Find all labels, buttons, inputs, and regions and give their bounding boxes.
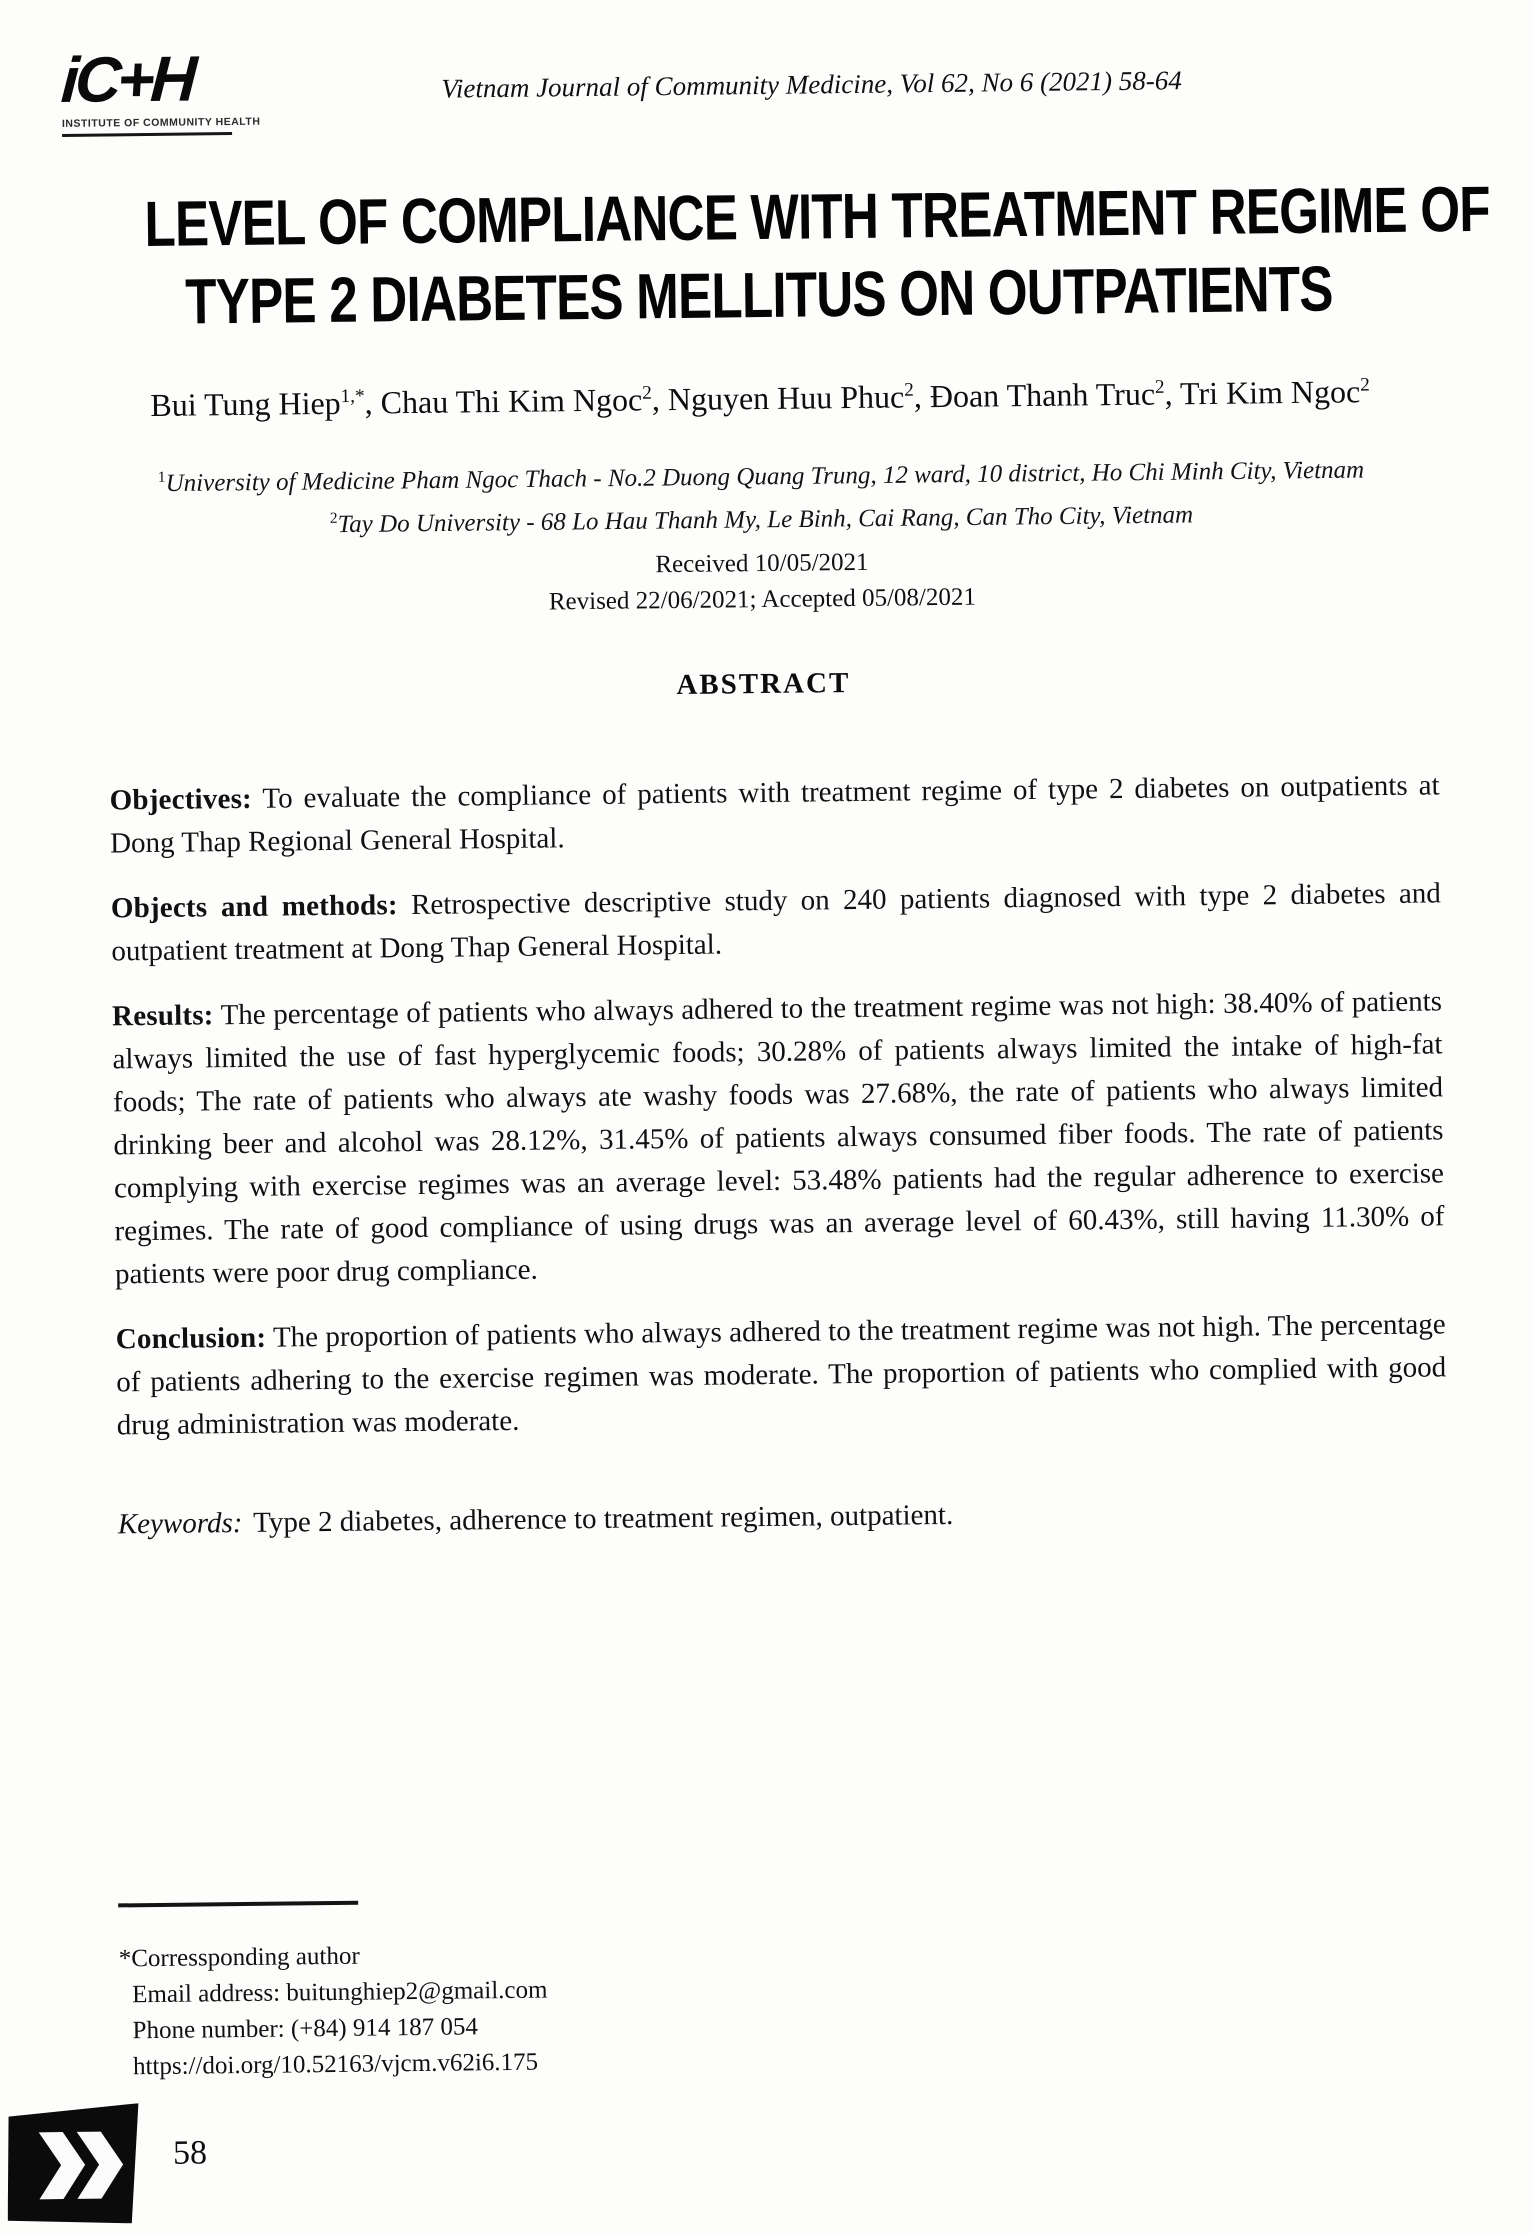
paragraph-label: Objects and methods: xyxy=(110,889,398,925)
footnote-line: Phone number: (+84) 914 187 054 xyxy=(132,2013,479,2045)
paragraph-label: Conclusion: xyxy=(115,1321,267,1356)
footnote-lines xyxy=(119,1925,1534,2085)
journal-citation-line: Vietnam Journal of Community Medicine, Vol 62, No 6 (2021) 58-64 xyxy=(441,65,1182,104)
footnote-divider xyxy=(118,1901,358,1908)
keywords-label: Keywords: xyxy=(117,1506,243,1541)
page-header xyxy=(0,31,1524,178)
footer-chevrons-icon xyxy=(6,2103,147,2231)
abstract-paragraph: Objects and methods: Retrospective descriptive study on 240 patients diagnosed with type 2 diabetes and outpatient treatment at Dong Thap General Hospital. xyxy=(110,877,1441,968)
abstract-heading: ABSTRACT xyxy=(676,667,851,702)
author: Bui Tung Hiep$^{1,*}$ xyxy=(150,384,365,423)
paper-title xyxy=(0,169,1526,343)
abstract-paragraph: Objectives: To evaluate the compliance of patients with treatment regime of type 2 diabetes on outpatients at Dong Thap Regional General Hospital. xyxy=(109,769,1440,860)
received-date: Received 10/05/2021 xyxy=(655,548,869,579)
paragraph-label: Results: xyxy=(111,999,214,1033)
paper-title-line-1: LEVEL OF COMPLIANCE WITH TREATMENT REGIME OF xyxy=(144,172,1491,261)
keywords-line: Keywords: Type 2 diabetes, adherence to treatment regimen, outpatient. xyxy=(117,1498,954,1541)
abstract-paragraph: Results: The percentage of patients who always adhered to the treatment regime was not high: 38.40% of patients always limited the use of fast hyperglycemic foods; 30.28% of patients always limited the intake of high-fat foods; The rate of patients who always ate washy foods was 27.68%, the rate of patients who always limited drinking beer and alcohol was 28.12%, 31.45% of patients always consumed fiber foods. The rate of patients complying with exercise regimes was an average level: 53.48% patients had the regular adherence to exercise regimes. The rate of good compliance of using drugs was an average level of 60.43%, still having 11.30% of patients were poor drug compliance. xyxy=(111,985,1445,1291)
paper-title-line-2: TYPE 2 DIABETES MELLITUS ON OUTPATIENTS xyxy=(184,252,1334,338)
footnote-block xyxy=(118,1887,1534,2085)
submission-dates xyxy=(0,537,1530,626)
author: Nguyen Huu Phuc$^2$ xyxy=(667,378,914,418)
author-superscript: 2 xyxy=(1360,374,1370,396)
affiliation-line: $^1$University of Medicine Pham Ngoc Thach - No.2 Duong Quang Trung, 12 ward, 10 district, Ho Chi Minh City, Vietnam xyxy=(157,456,1365,498)
footnote-line: Email address: buitunghiep2@gmail.com xyxy=(132,1976,548,2009)
author: Đoan Thanh Truc$^2$ xyxy=(929,375,1165,415)
author-superscript: 2 xyxy=(1154,376,1165,398)
journal-logo-mark: iC+H xyxy=(59,42,196,116)
author-superscript: 2 xyxy=(904,379,914,401)
abstract-body xyxy=(109,764,1448,1568)
author-list: Bui Tung Hiep$^{1,*}$, Chau Thi Kim Ngoc$^2$, Nguyen Huu Phuc$^2$, Đoan Thanh Truc$^2$, Tri Kim Ngoc$^2$ xyxy=(150,373,1370,423)
journal-logo-caption: INSTITUTE OF COMMUNITY HEALTH xyxy=(62,116,232,137)
revised-accepted-date: Revised 22/06/2021; Accepted 05/08/2021 xyxy=(548,583,977,616)
footnote-line: https://doi.org/10.52163/vjcm.v62i6.175 xyxy=(132,2048,539,2081)
author: Chau Thi Kim Ngoc$^2$ xyxy=(380,381,652,421)
affiliation-list xyxy=(0,443,1529,547)
paragraph-label: Objectives: xyxy=(109,782,253,817)
page-number: 58 xyxy=(172,2134,208,2172)
author-superscript: 2 xyxy=(642,382,652,404)
author-superscript: 1,* xyxy=(340,385,365,408)
footnote-line: *Corressponding author xyxy=(118,1942,360,1973)
affiliation-line: $^2$Tay Do University - 68 Lo Hau Thanh My, Le Binh, Cai Rang, Can Tho City, Vietnam xyxy=(329,501,1194,539)
abstract-paragraph: Conclusion: The proportion of patients who always adhered to the treatment regime was not high. The percentage of patients adhering to the exercise regimen was moderate. The proportion of patients who complied with good drug administration was moderate. xyxy=(115,1308,1447,1442)
author: Tri Kim Ngoc$^2$ xyxy=(1179,373,1370,412)
